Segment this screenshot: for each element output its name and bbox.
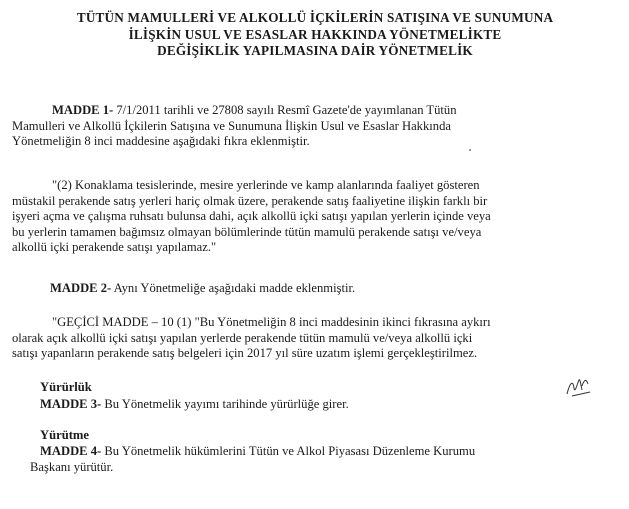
fikra-line-2: müstakil perakende satış yerleri hariç olmak üzere, perakende satış faaliyetine ilişkin farklı bir xyxy=(12,193,488,208)
fikra-line-4: bu yerlerin tamamen bağımsız olmayan bölümlerinde tütün mamulü perakende satışı ve/veya xyxy=(12,224,482,239)
madde-1-label: MADDE 1- xyxy=(52,103,114,117)
fikra-line-5: alkollü içki perakende satışı yapılamaz." xyxy=(12,240,217,255)
fikra-2-paragraph xyxy=(12,178,580,256)
yurutme-heading: Yürütme xyxy=(40,428,89,442)
madde-4-label: MADDE 4- xyxy=(40,444,102,458)
madde-1-line-2: Mamulleri ve Alkollü İçkilerin Satışına ve Sunumuna İlişkin Usul ve Esaslar Hakkında xyxy=(12,118,451,133)
madde-4-paragraph xyxy=(40,444,475,459)
document-title xyxy=(20,10,610,60)
title-line-2: İLİŞKİN USUL VE ESASLAR HAKKINDA YÖNETMELİKTE xyxy=(128,26,502,42)
madde-2-paragraph xyxy=(50,281,355,296)
stray-dot-icon xyxy=(467,147,473,153)
madde-3-paragraph xyxy=(40,397,349,412)
gecici-madde-paragraph xyxy=(12,315,580,362)
title-line-1: TÜTÜN MAMULLERİ VE ALKOLLÜ İÇKİLERİN SATIŞINA VE SUNUMUNA xyxy=(76,10,554,25)
fikra-line-3: işyeri açma ve çalışma ruhsatı bulunsa dahi, açık alkollü içki satışı yapılan yerlerin içinde veya xyxy=(12,209,491,224)
madde-3-label: MADDE 3- xyxy=(40,397,102,411)
title-line-3: DEĞİŞİKLİK YAPILMASINA DAİR YÖNETMELİK xyxy=(157,43,473,58)
madde-4-line-2: Başkanı yürütür. xyxy=(30,460,114,474)
madde-2-label: MADDE 2- xyxy=(50,281,112,295)
fikra-line-1: "(2) Konaklama tesislerinde, mesire yerlerinde ve kamp alanlarında faaliyet gösteren xyxy=(52,178,480,192)
madde-1-paragraph xyxy=(12,103,580,150)
madde-1-line-3: Yönetmeliğin 8 inci maddesine aşağıdaki fıkra eklenmiştir. xyxy=(12,134,310,149)
gecici-line-1: "GEÇİCİ MADDE – 10 (1) "Bu Yönetmeliğin 8 inci maddesinin ikinci fıkrasına aykırı xyxy=(52,315,491,329)
gecici-line-2: olarak açık alkollü içki satışı yapılan yerlerde perakende tütün mamulü ve/veya alkollü içki xyxy=(12,330,473,345)
madde-4-line-1: Bu Yönetmelik hükümlerini Tütün ve Alkol Piyasası Düzenleme Kurumu xyxy=(101,444,476,458)
madde-1-line-1: 7/1/2011 tarihli ve 27808 sayılı Resmî Gazete'de yayımlanan Tütün xyxy=(113,103,457,117)
madde-3-text: Bu Yönetmelik yayımı tarihinde yürürlüğe girer. xyxy=(101,397,349,411)
yururluk-heading: Yürürlük xyxy=(40,380,92,394)
gecici-line-3: satışı yapanların perakende satış belgeleri için 2017 yıl süre uzatım işlemi gerçekleştirilmez. xyxy=(12,346,478,361)
madde-2-text: Aynı Yönetmeliğe aşağıdaki madde eklenmiştir. xyxy=(111,281,356,295)
initials-scribble-icon xyxy=(564,374,594,400)
